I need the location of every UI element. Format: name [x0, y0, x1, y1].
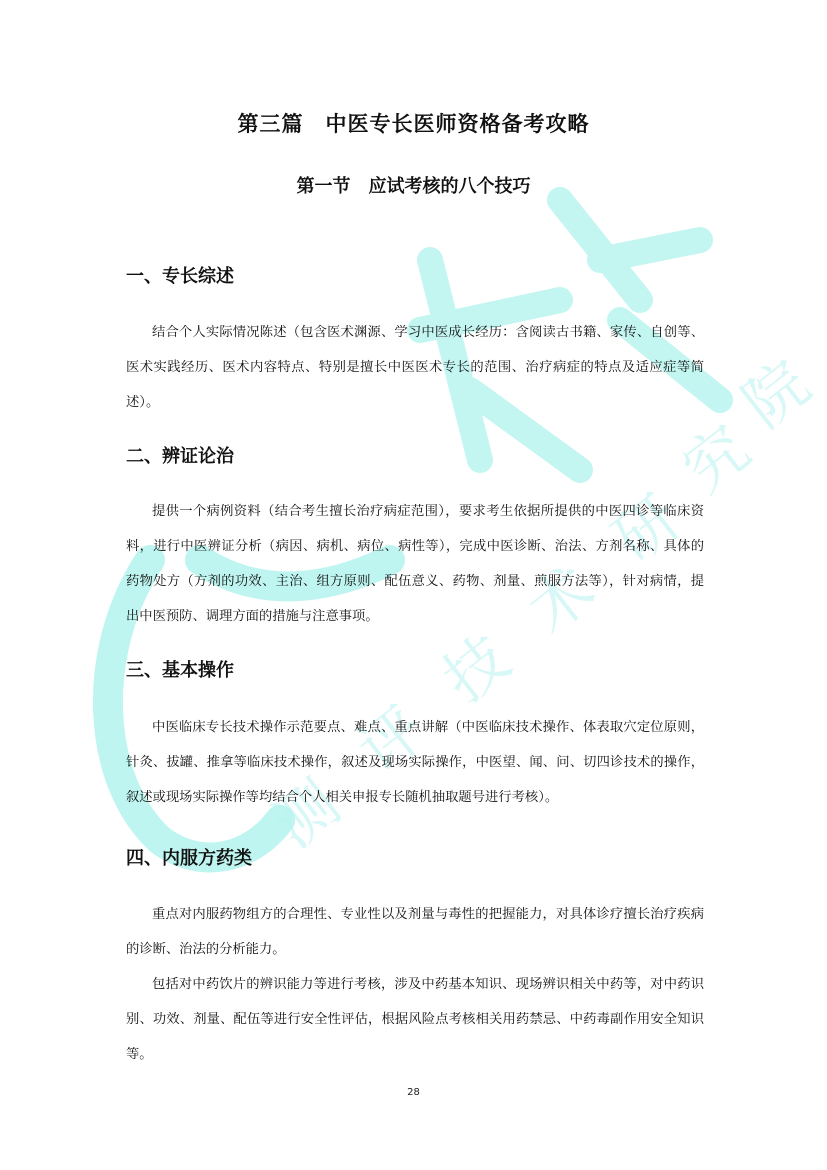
paragraph-overview: 结合个人实际情况陈述（包含医术渊源、学习中医成长经历：含阅读古书籍、家传、自创等、医术实践经历、医术内容特点、特别是擅长中医医术专长的范围、治疗病症的特点及适应症等简述）。	[126, 325, 704, 410]
paragraph-operation: 中医临床专长技术操作示范要点、难点、重点讲解（中医临床技术操作、体表取穴定位原则，针灸、拔罐、推拿等临床技术操作，叙述及现场实际操作，中医望、闻、问、切四诊技术的操作，叙述或现场实际操作等均结合个人相关申报专长随机抽取题号进行考核）。	[126, 720, 704, 805]
svg-text:技: 技	[429, 621, 524, 717]
heading-operation: 三、基本操作	[126, 660, 234, 681]
paragraph-internal-medicine-2: 包括对中药饮片的辨识能力等进行考核，涉及中药基本知识、现场辨识相关中药等，对中药识别、功效、剂量、配伍等进行安全性评估，根据风险点考核相关用药禁忌、中药毒副作用安全知识等。	[126, 977, 704, 1062]
svg-text:研: 研	[599, 481, 694, 577]
svg-text:术: 术	[514, 551, 609, 647]
svg-text:评: 评	[344, 691, 439, 787]
heading-overview: 一、专长综述	[126, 266, 234, 287]
paragraph-internal-medicine-1: 重点对内服药物组方的合理性、专业性以及剂量与毒性的把握能力，对具体诊疗擅长治疗疾病的诊断、治法的分析能力。	[126, 907, 704, 957]
section-title: 第一节 应试考核的八个技巧	[296, 176, 531, 197]
svg-text:测: 测	[259, 766, 354, 862]
heading-internal-medicine: 四、内服方药类	[126, 848, 252, 869]
svg-text:院: 院	[729, 346, 824, 442]
svg-text:究: 究	[669, 411, 764, 507]
page-number: 28	[407, 1087, 420, 1098]
heading-diagnosis: 二、辨证论治	[126, 446, 234, 467]
chapter-title: 第三篇 中医专长医师资格备考攻略	[237, 112, 590, 136]
paragraph-diagnosis: 提供一个病例资料（结合考生擅长治疗病症范围），要求考生依据所提供的中医四诊等临床资料，进行中医辨证分析（病因、病机、病位、病性等），完成中医诊断、治法、方剂名称、具体的药物处方（方剂的功效、主治、组方原则、配伍意义、药物、剂量、煎服方法等），针对病情，提出中医预防、调理方面的措施与注意事项。	[126, 504, 704, 624]
